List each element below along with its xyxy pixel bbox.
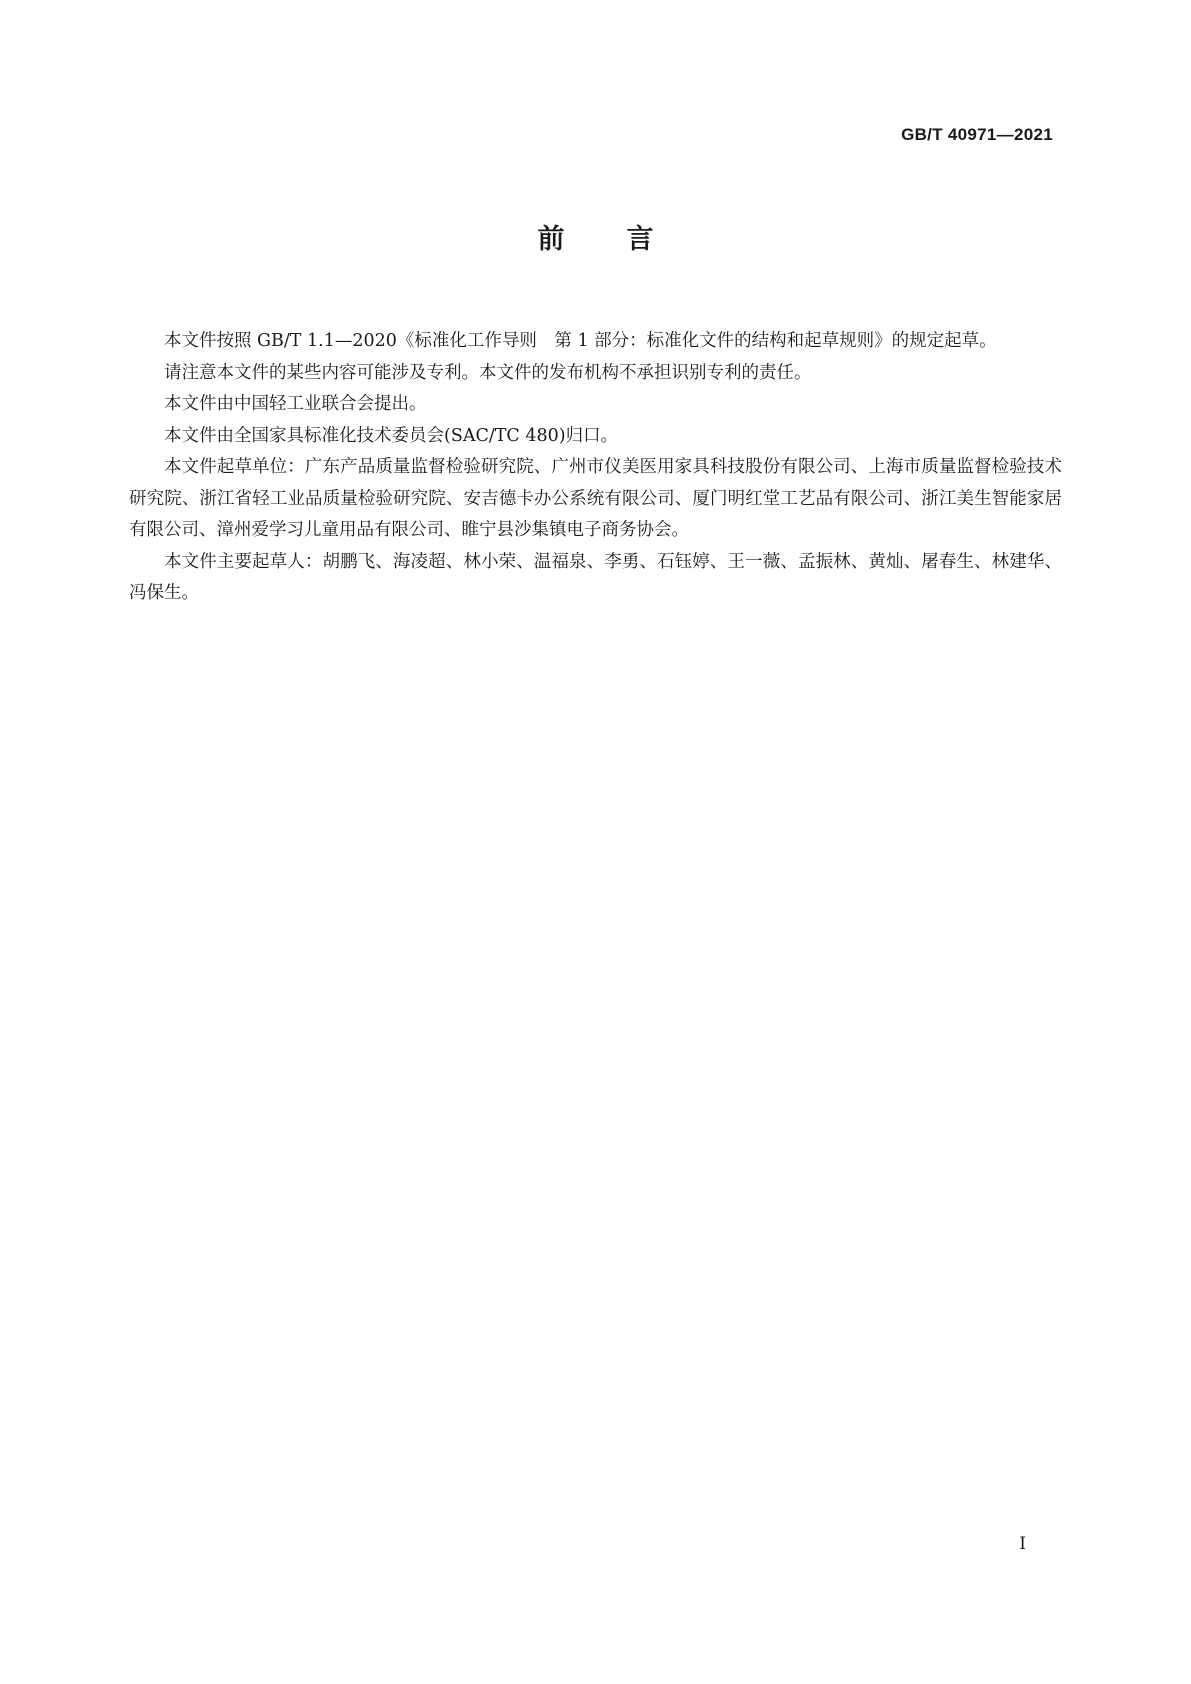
- page-title: 前言: [537, 224, 716, 255]
- page-number: I: [1019, 1534, 1026, 1554]
- standard-code: GB/T 40971—2021: [901, 125, 1053, 144]
- paragraph-technical-committee: 本文件由全国家具标准化技术委员会(SAC/TC 480)归口。: [164, 425, 619, 446]
- foreword-body: [129, 326, 1062, 610]
- paragraph-drafters: 本文件主要起草人：胡鹏飞、海凌超、林小荣、温福泉、李勇、石钰婷、王一薇、孟振林、黄灿、屠春生、林建华、冯保生。: [129, 551, 1062, 603]
- paragraph-proposer: 本文件由中国轻工业联合会提出。: [164, 394, 427, 414]
- paragraph-drafting-units: 本文件起草单位：广东产品质量监督检验研究院、广州市仪美医用家具科技股份有限公司、上海市质量监督检验技术研究院、浙江省轻工业品质量检验研究院、安吉德卡办公系统有限公司、厦门明红堂工艺品有限公司、浙江美生智能家居有限公司、漳州爱学习儿童用品有限公司、睢宁县沙集镇电子商务协会。: [129, 457, 1062, 540]
- paragraph-drafting-rules: 本文件按照 GB/T 1.1—2020《标准化工作导则 第 1 部分：标准化文件的结构和起草规则》的规定起草。: [164, 331, 997, 351]
- paragraph-patent-notice: 请注意本文件的某些内容可能涉及专利。本文件的发布机构不承担识别专利的责任。: [164, 362, 812, 383]
